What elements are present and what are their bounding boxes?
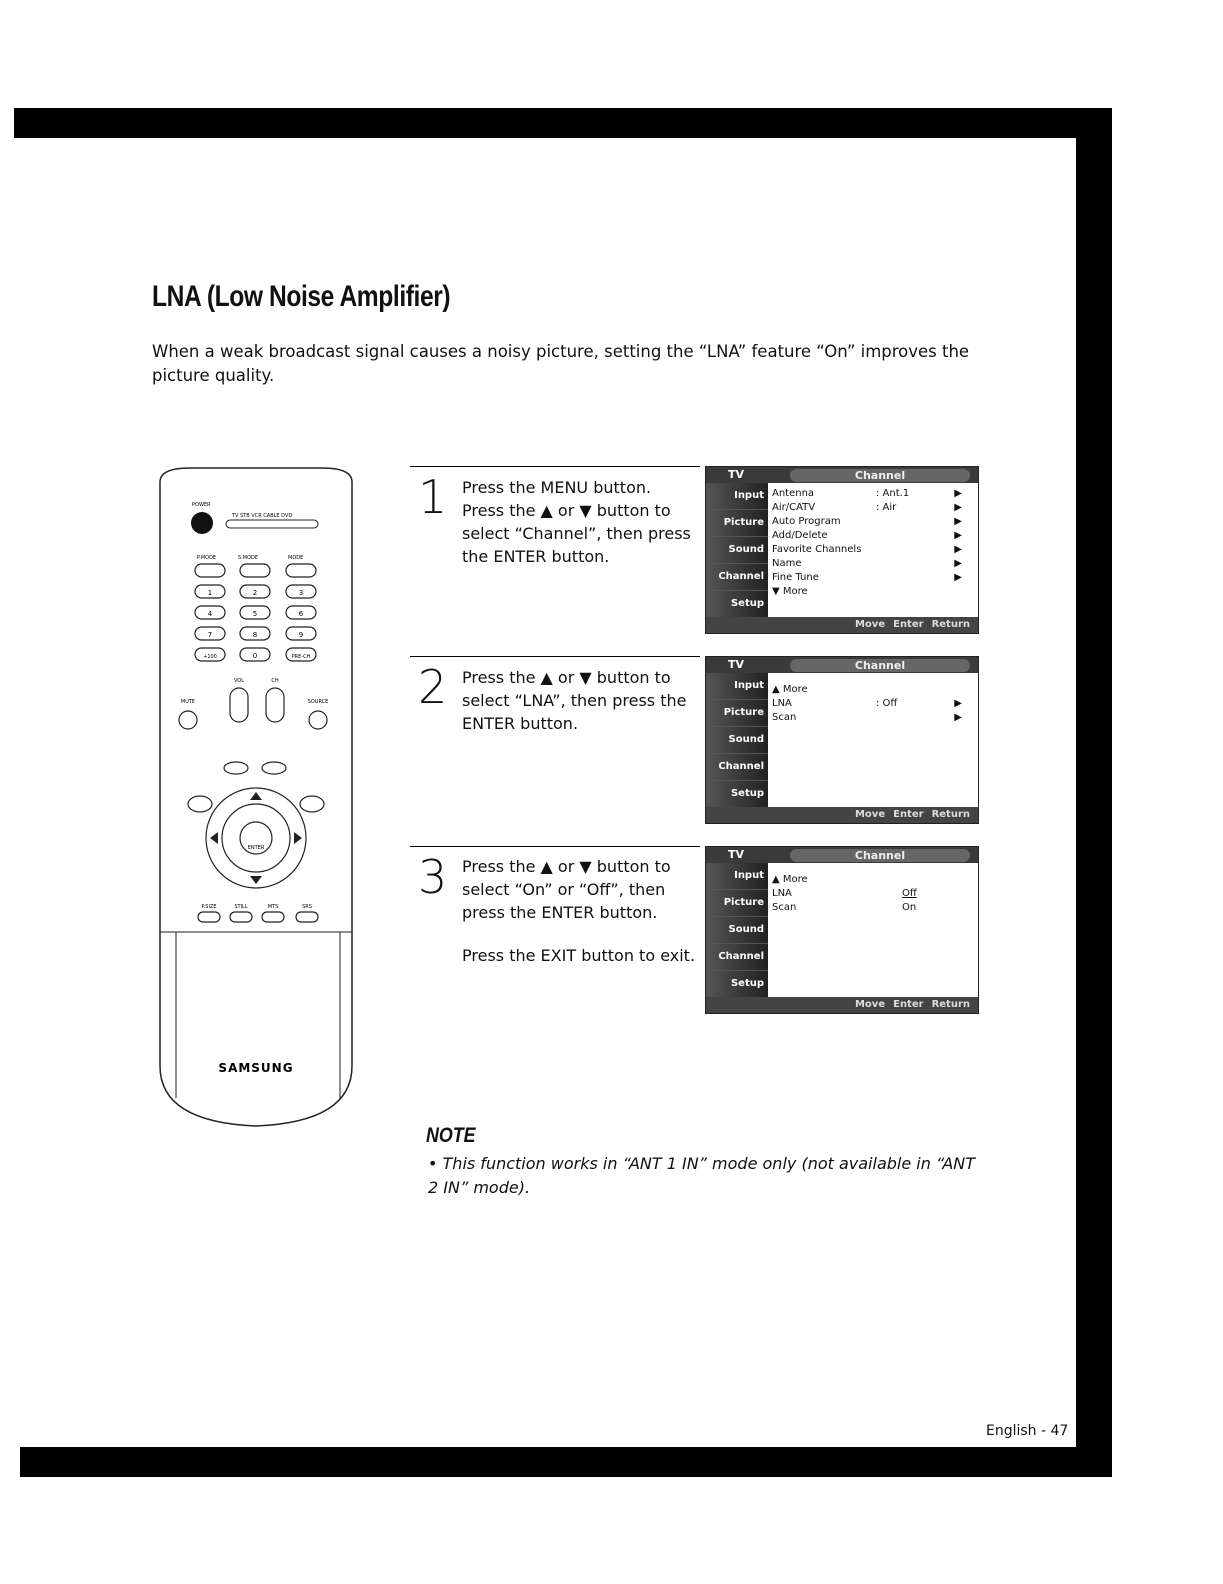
step-1-number: 1 (418, 470, 448, 524)
remote-control-illustration (150, 466, 362, 1128)
bottom-black-bar (20, 1447, 1112, 1477)
svg-text:7: 7 (207, 631, 213, 639)
step-3-divider (410, 846, 700, 847)
step-3-text: Press the ▲ or ▼ button to select “On” or “Off”, then press the ENTER button. Press the EXIT button to exit. (462, 857, 696, 965)
step-2-text: Press the ▲ or ▼ button to select “LNA”, then press the ENTER button. (462, 668, 687, 733)
svg-text:ENTER: ENTER (247, 845, 265, 851)
osd-3-menu-list: ▲ More LNA Off Scan On (772, 874, 917, 913)
mode-labels: TV STB VCR CABLE DVD (232, 513, 293, 519)
step-3-number: 3 (418, 850, 448, 904)
svg-text:CH: CH (271, 678, 279, 684)
osd-screen-3: TV Channel Input Picture Sound Channel Setup ▲ More LNA Off Scan On Move Enter Return (705, 846, 979, 1014)
svg-text:SRS: SRS (302, 904, 312, 910)
note-text: • This function works in “ANT 1 IN” mode only (not available in “ANT 2 IN” mode). (428, 1154, 976, 1197)
note-heading: NOTE (426, 1124, 476, 1147)
step-1-text: Press the MENU button. Press the ▲ or ▼ button to select “Channel”, then press the ENTER button. (462, 478, 691, 566)
page-title: LNA (Low Noise Amplifier) (152, 280, 451, 313)
intro-paragraph: When a weak broadcast signal causes a noisy picture, setting the “LNA” feature “On” improves the picture quality. (152, 342, 970, 385)
svg-text:STILL: STILL (234, 904, 248, 910)
osd-screen-1: TV Channel Input Picture Sound Channel Setup Antenna : Ant.1 ▶ Air/CATV : Air ▶ Auto Program ▶ Add/Delete ▶ Favorite Channels ▶ Name ▶ Fine Tune ▶ ▼ More Move Enter Return (705, 466, 979, 634)
svg-text:0: 0 (252, 652, 258, 660)
step-1-divider (410, 466, 700, 467)
svg-text:PRE-CH: PRE-CH (291, 654, 311, 660)
svg-text:4: 4 (207, 610, 213, 618)
osd-1-menu-list: Antenna : Ant.1 ▶ Air/CATV : Air ▶ Auto Program ▶ Add/Delete ▶ Favorite Channels ▶ Name ▶ Fine Tune ▶ ▼ More (772, 488, 962, 597)
osd-2-menu-list: ▲ More LNA : Off ▶ Scan ▶ (772, 684, 962, 723)
brand-logo: SAMSUNG (218, 1061, 294, 1075)
svg-text:SOURCE: SOURCE (307, 699, 329, 705)
svg-text:VOL: VOL (233, 678, 245, 684)
pmode-label: P.MODE (197, 555, 217, 561)
svg-text:+100: +100 (203, 654, 217, 660)
svg-text:MTS: MTS (267, 904, 279, 910)
step-2-divider (410, 656, 700, 657)
top-black-bar (14, 108, 1106, 138)
mode-label: MODE (288, 555, 304, 561)
power-label: POWER (192, 502, 211, 508)
osd-screen-2: TV Channel Input Picture Sound Channel Setup ▲ More LNA : Off ▶ Scan ▶ Move Enter Return (705, 656, 979, 824)
svg-text:3: 3 (298, 589, 304, 597)
svg-text:6: 6 (298, 610, 304, 618)
svg-text:MUTE: MUTE (180, 699, 196, 705)
power-button (191, 512, 213, 534)
svg-text:1: 1 (207, 589, 213, 597)
page-number: English - 47 (986, 1423, 1069, 1439)
svg-text:P.SIZE: P.SIZE (201, 904, 217, 910)
svg-text:5: 5 (252, 610, 258, 618)
svg-text:8: 8 (252, 631, 258, 639)
svg-text:2: 2 (252, 589, 258, 597)
smode-label: S.MODE (238, 555, 259, 561)
right-black-bar (1076, 108, 1112, 1448)
step-2-number: 2 (418, 660, 448, 714)
svg-text:9: 9 (298, 631, 304, 639)
